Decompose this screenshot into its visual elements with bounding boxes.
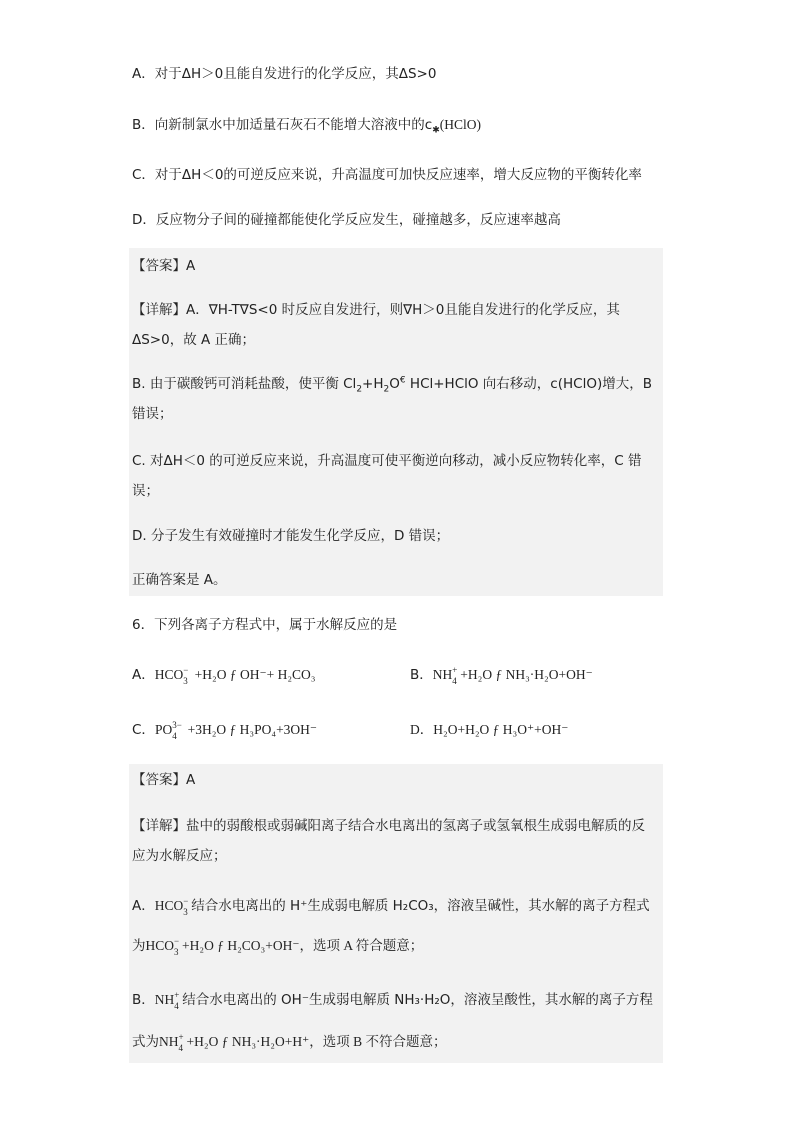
q6-detail-line-5 xyxy=(132,990,653,1010)
q6-detail-equation: +H₂O ƒ NH₃·H₂O+H⁺，选项 B 不符合题意； xyxy=(186,1034,447,1049)
q5-option-b xyxy=(132,115,481,135)
q6-detail-text: 结合水电离出的 H⁺生成弱电解质 H₂CO₃，溶液呈碱性，其水解的离子方程式 xyxy=(191,898,650,914)
po4-ion: PO 3− 4 xyxy=(154,719,182,741)
q6-detail-text: 为 xyxy=(132,938,146,954)
q5-option-b-formula: (HClO) xyxy=(439,117,481,132)
q6-detail-label: A． xyxy=(132,898,155,914)
q5-equilibrium-glyph: € xyxy=(399,375,406,386)
q6-detail-line-3 xyxy=(132,896,650,916)
q5-detail-line-2: ΔS>0，故 A 正确； xyxy=(132,332,256,348)
q5-detail-sub: 2 xyxy=(356,384,363,395)
q5-answer: 【答案】A xyxy=(132,258,196,274)
q5-detail-line-5: C. 对ΔH＜0 的可逆反应来说，升高温度可使平衡逆向移动，减小反应物转化率，C 错 xyxy=(132,453,642,469)
hco3-ion: HCO − 3 xyxy=(145,935,180,957)
q6-option-a-label: A． xyxy=(132,667,155,683)
nh4-ion: NH + 4 xyxy=(154,989,180,1011)
q6-detail-line-6 xyxy=(132,1032,446,1052)
q5-option-b-sub: ✱ xyxy=(432,125,440,136)
q5-detail-text: +H xyxy=(362,376,384,392)
q5-detail-line-4: 错误； xyxy=(132,406,173,422)
q6-option-a xyxy=(132,665,316,685)
q6-detail-text: 结合水电离出的 OH⁻生成弱电解质 NH₃·H₂O，溶液呈酸性，其水解的离子方程 xyxy=(182,992,653,1008)
q5-detail-text: HCl+HClO 向右移动，c(HClO)增大，B xyxy=(405,376,652,392)
q6-detail-line-1: 【详解】盐中的弱酸根或弱碱阳离子结合水电离出的氢离子或氢氧根生成弱电解质的反 xyxy=(132,818,645,834)
q5-option-a: A．对于ΔH＞0且能自发进行的化学反应，其ΔS>0 xyxy=(132,66,437,82)
q6-option-a-equation: +H₂O ƒ OH⁻+ H₂CO₃ xyxy=(191,667,316,682)
q6-option-b-equation: +H₂O ƒ NH₃·H₂O+OH⁻ xyxy=(460,667,593,682)
q6-detail-label: B． xyxy=(132,992,155,1008)
q5-option-d: D．反应物分子间的碰撞都能使化学反应发生，碰撞越多，反应速率越高 xyxy=(132,212,561,228)
q5-detail-line-7: D. 分子发生有效碰撞时才能发生化学反应，D 错误； xyxy=(132,528,450,544)
q5-detail-line-3 xyxy=(132,374,652,394)
q6-option-b-label: B． xyxy=(410,667,433,683)
q6-option-b xyxy=(410,665,593,685)
q6-option-d: D．H₂O+H₂O ƒ H₃O⁺+OH⁻ xyxy=(410,722,569,737)
q5-option-c: C．对于ΔH＜0的可逆反应来说，升高温度可加快反应速率，增大反应物的平衡转化率 xyxy=(132,167,642,183)
q6-answer: 【答案】A xyxy=(132,772,196,788)
q5-detail-text: O xyxy=(389,376,400,392)
q6-option-c xyxy=(132,720,317,740)
q5-detail-line-1: 【详解】A．∇H-T∇S<0 时反应自发进行，则∇H＞0且能自发进行的化学反应，其 xyxy=(132,302,620,318)
q5-detail-line-6: 误； xyxy=(132,483,159,499)
q6-option-c-label: C． xyxy=(132,722,155,738)
q6-detail-equation: +H₂O ƒ H₂CO₃+OH⁻，选项 A 符合题意； xyxy=(182,938,424,953)
q6-stem: 6．下列各离子方程式中，属于水解反应的是 xyxy=(132,617,398,633)
hco3-ion: HCO − 3 xyxy=(154,895,189,917)
q6-option-c-equation: +3H₂O ƒ H₃PO₄+3OH⁻ xyxy=(184,722,318,737)
q5-detail-line-8: 正确答案是 A。 xyxy=(132,572,227,588)
q5-option-b-text: B．向新制氯水中加适量石灰石不能增大溶液中的c xyxy=(132,117,433,133)
q5-detail-text: B. 由于碳酸钙可消耗盐酸，使平衡 Cl xyxy=(132,376,357,392)
nh4-ion: NH + 4 xyxy=(159,1031,184,1053)
hco3-ion: HCO − 3 xyxy=(154,664,189,686)
q6-detail-line-2: 应为水解反应； xyxy=(132,848,227,864)
q6-detail-text: 式为 xyxy=(132,1034,159,1050)
nh4-ion: NH + 4 xyxy=(432,664,458,686)
q6-detail-line-4 xyxy=(132,936,423,956)
q5-detail-sub: 2 xyxy=(383,384,390,395)
